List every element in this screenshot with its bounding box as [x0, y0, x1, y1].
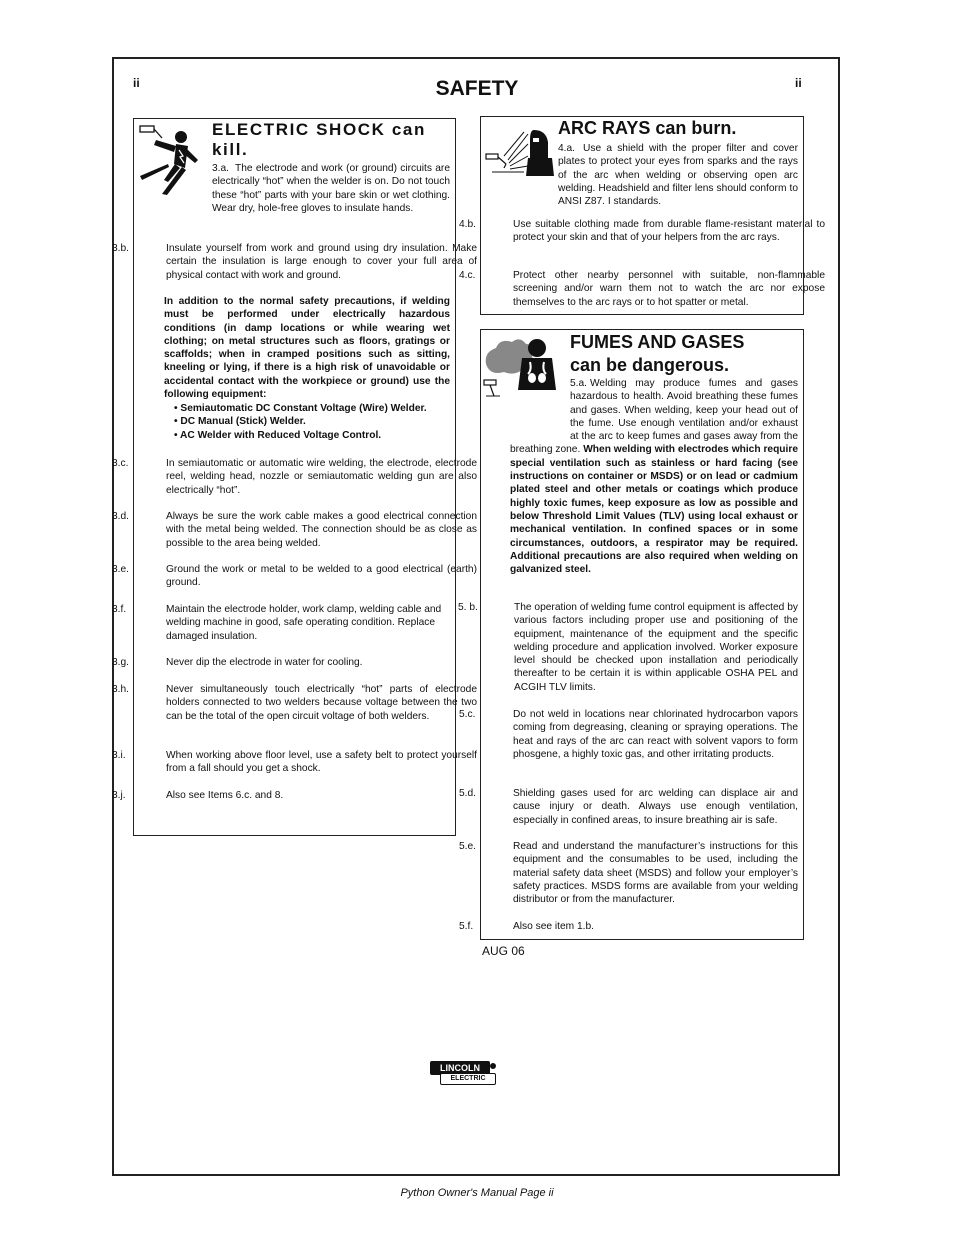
item-5e [459, 840, 798, 906]
item-4b-text: Use suitable clothing made from durable flame-resistant material to protect your skin and that of your helpers from the arc rays. [513, 219, 825, 244]
item-5b [458, 601, 798, 694]
item-3j-label: 3.j. [112, 790, 126, 801]
item-5d [459, 787, 798, 827]
item-3a-text: The electrode and work (or ground) circuits are electrically “hot” when the welder is on. Do not touch these “hot” parts with your bare skin or wet clothing. Wear dry, hole-free gloves to insulate hands. [212, 163, 450, 214]
fumes-heading-line1: FUMES AND GASES [570, 332, 745, 352]
revision-date: AUG 06 [482, 944, 525, 958]
page-number-right: ii [795, 76, 802, 90]
bullet-item: • DC Manual (Stick) Welder. [174, 416, 306, 428]
item-3g-label: 3.g. [112, 657, 129, 668]
bullet-item: • Semiautomatic DC Constant Voltage (Wire) Welder. [174, 403, 427, 414]
equipment-list [164, 402, 450, 442]
item-5e-text: Read and understand the manufacturer’s instructions for this equipment and the consumables to be used, including the material safety data sheet (MSDS) and follow your employer’s safety practices. MSDS forms are available from your welding distributor or from the manufacturer. [513, 841, 798, 906]
item-3d-text: Always be sure the work cable makes a good electrical connection with the metal being welded. The connection should be as close as possible to the area being welded. [166, 511, 477, 549]
item-5f-text: Also see item 1.b. [513, 921, 594, 932]
item-4a-text: Use a shield with the proper filter and cover plates to protect your eyes from sparks and the rays of the arc when welding or observing open arc welding. Headshield and filter lens should conform to ANSI Z87. I standards. [558, 143, 798, 208]
item-3g [112, 656, 477, 669]
item-5a-bold: When welding with electrodes which require special ventilation such as stainless or hard facing (see instructions on container or MSDS) or on lead or cadmium plated steel and other metals or coatings which produce highly toxic fumes, keep exposure as low as possible and below Threshold Limit Values (TLV) using local exhaust or mechanical ventilation. In confined spaces or in some circumstances, outdoors, a respirator may be required. Additional precautions are also required when welding on galvanized steel. [510, 444, 798, 576]
item-4c [459, 269, 825, 309]
item-5a-text: Welding may produce fumes and gases hazardous to health. Avoid breathing these fumes and gases. When welding, keep your head out of the fume. Use enough ventilation and/or exhaust at the arc to keep fumes and gases away from the breathing zone. [510, 378, 798, 456]
logo-top: LINCOLN [430, 1061, 490, 1075]
footer-text: Python Owner's Manual Page ii [400, 1187, 554, 1199]
item-4b-label: 4.b. [459, 219, 476, 230]
item-4c-text: Protect other nearby personnel with suitable, non-flammable screening and/or warn them not to watch the arc nor expose themselves to the arc rays or to hot spatter or metal. [513, 270, 825, 308]
item-5b-text: The operation of welding fume control equipment is affected by various factors including proper use and positioning of the equipment, maintenance of the equipment and the specific welding procedure and application involved. Worker exposure level should be checked upon installation and periodically thereafter to be certain it is within applicable OSHA PEL and ACGIH TLV limits. [514, 602, 798, 693]
item-3f [112, 603, 477, 643]
fumes-heading-line2: can be dangerous. [570, 355, 730, 375]
item-3i-text: When working above floor level, use a safety belt to protect yourself from a fall should you get a shock. [166, 750, 477, 775]
item-3h-label: 3.h. [112, 684, 129, 695]
item-3b [112, 242, 477, 282]
item-3e [112, 563, 477, 590]
item-3b-text: Insulate yourself from work and ground using dry insulation. Make certain the insulation is large enough to cover your full area of physical contact with work and ground. [166, 243, 477, 281]
arc-rays-icon [484, 128, 556, 182]
item-3i-label: 3.i. [112, 750, 126, 761]
item-4a-label: 4.a. [558, 143, 575, 154]
bullet-item: • AC Welder with Reduced Voltage Control. [174, 429, 382, 441]
item-3a-label: 3.a. [212, 163, 229, 174]
item-3g-text: Never dip the electrode in water for cooling. [166, 657, 363, 668]
item-3b-bold: In addition to the normal safety precautions, if welding must be performed under electrically hazardous conditions (in damp locations or while wearing wet clothing; on metal structures such as floors, gratings or scaffolds; when in cramped positions such as sitting, kneeling or lying, if there is a high risk of unavoidable or accidental contact with the workpiece or ground) use the following equipment: [164, 296, 450, 401]
item-3j-text: Also see Items 6.c. and 8. [166, 790, 284, 801]
item-3e-text: Ground the work or metal to be welded to a good electrical (earth) ground. [166, 564, 477, 589]
item-5b-label: 5. b. [458, 602, 478, 613]
item-3c [112, 457, 477, 497]
arc-rays-heading: ARC RAYS can burn. [558, 118, 737, 138]
item-5c [459, 708, 798, 761]
item-5c-label: 5.c. [459, 709, 476, 720]
icon-wrap-spacer [510, 377, 570, 443]
item-5a [510, 377, 798, 576]
item-3h [112, 683, 477, 723]
registered-mark-icon [490, 1063, 496, 1069]
electric-shock-heading: ELECTRIC SHOCK can kill. [212, 120, 426, 159]
item-5f-label: 5.f. [459, 921, 474, 932]
item-3a [212, 162, 450, 215]
page-title: SAFETY [435, 77, 519, 100]
item-4a [558, 142, 798, 208]
electric-shock-icon [138, 124, 204, 196]
item-3h-text: Never simultaneously touch electrically “hot” parts of electrode holders connected to two welders because voltage between the two can be the total of the open circuit voltage of both welders. [166, 684, 477, 722]
item-3d [112, 510, 477, 550]
logo-bottom: ELECTRIC [440, 1073, 496, 1085]
page-number-left: ii [133, 76, 140, 90]
item-5c-text: Do not weld in locations near chlorinated hydrocarbon vapors coming from degreasing, cleaning or spraying operations. The heat and rays of the arc can react with solvent vapors to form phosgene, a highly toxic gas, and other irritating products. [513, 709, 798, 760]
item-3d-label: 3.d. [112, 511, 129, 522]
item-5f [459, 920, 798, 933]
item-3e-label: 3.e. [112, 564, 129, 575]
item-3b-label: 3.b. [112, 243, 129, 254]
item-3c-label: 3.c. [112, 458, 129, 469]
item-3f-label: 3.f. [112, 604, 127, 615]
item-5d-text: Shielding gases used for arc welding can displace air and cause injury or death. Always use enough ventilation, especially in confined areas, to insure breathing air is safe. [513, 788, 798, 826]
item-5e-label: 5.e. [459, 841, 476, 852]
item-5a-label: 5.a. [570, 378, 587, 389]
lincoln-electric-logo [430, 1061, 498, 1085]
item-3j [112, 789, 477, 802]
item-4c-label: 4.c. [459, 270, 476, 281]
item-3i [112, 749, 477, 776]
item-5d-label: 5.d. [459, 788, 476, 799]
item-4b [459, 218, 825, 245]
item-3f-text: Maintain the electrode holder, work clamp, welding cable and welding machine in good, safe operating condition. Replace damaged insulation. [166, 604, 442, 642]
item-3c-text: In semiautomatic or automatic wire welding, the electrode, electrode reel, welding head, nozzle or semiautomatic welding gun are also electrically “hot”. [166, 458, 477, 496]
